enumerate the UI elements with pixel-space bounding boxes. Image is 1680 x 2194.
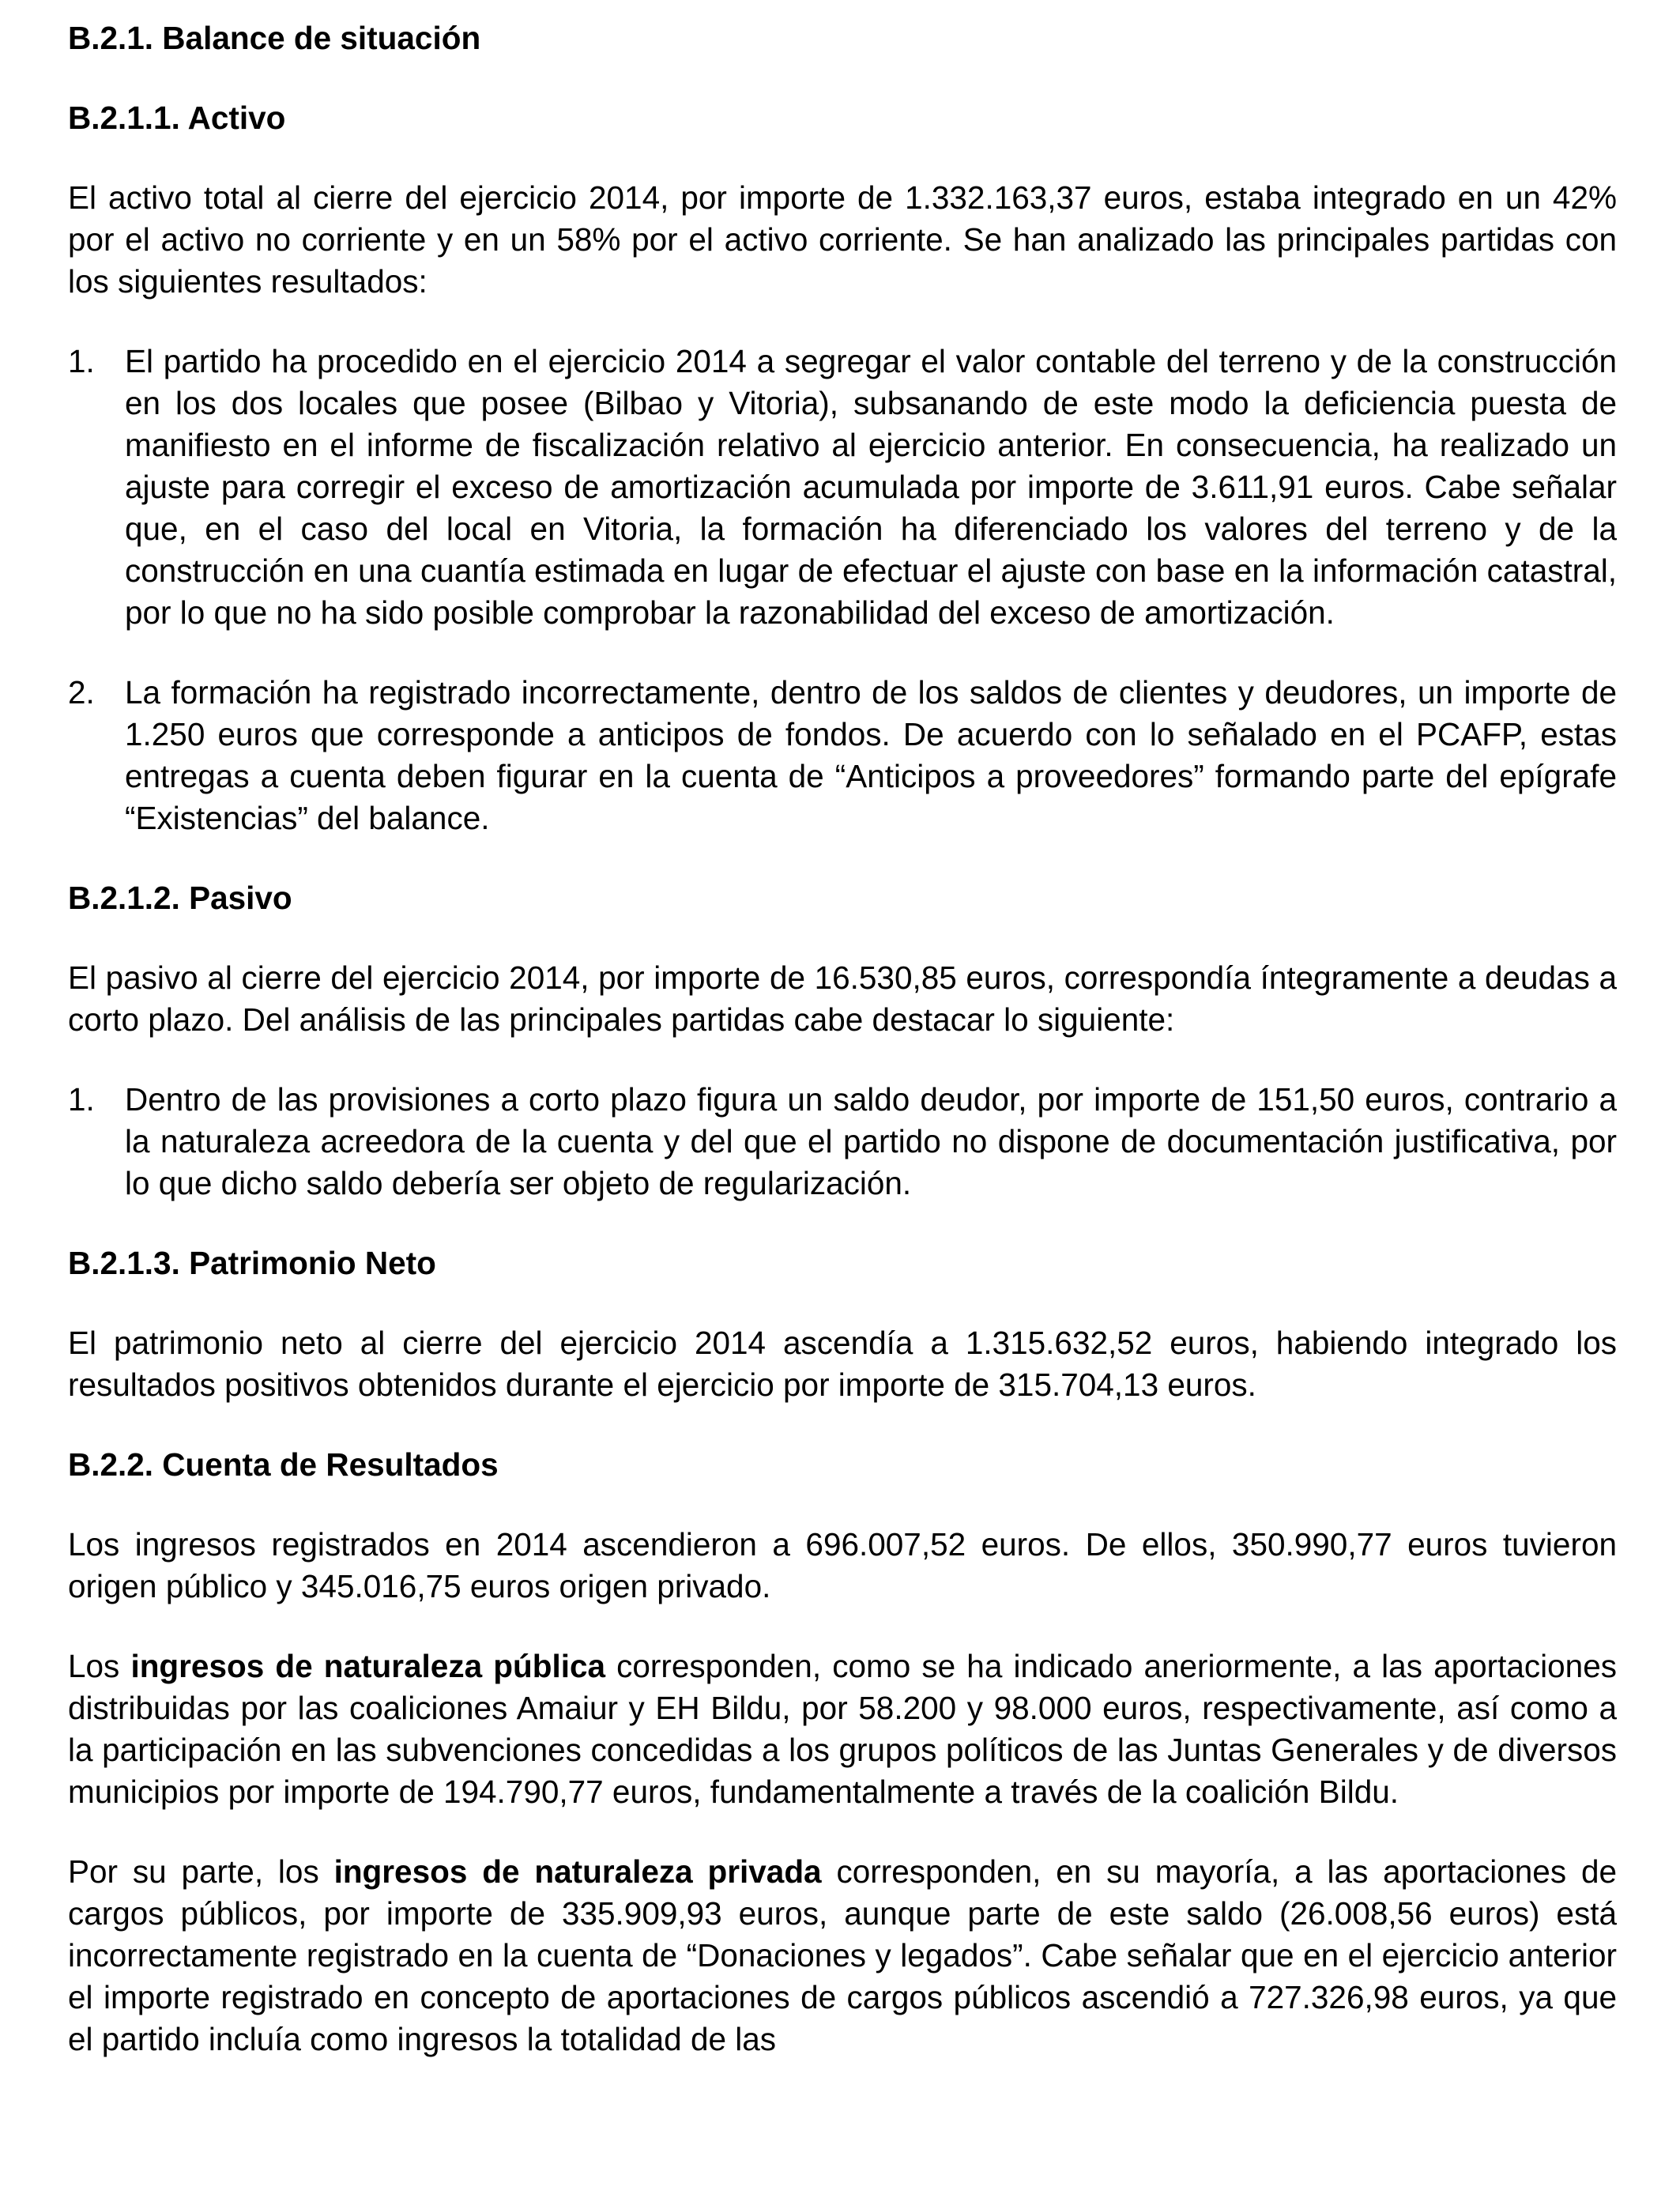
list-text: Dentro de las provisiones a corto plazo figura un saldo deudor, por importe de 151,50 euros, contrario a la naturaleza acreedora de la cuenta y del que el partido no dispone de documentación justificativa, por lo que dicho saldo debería ser objeto de regularización.: [125, 1081, 1617, 1201]
patrimonio-text: El patrimonio neto al cierre del ejercicio 2014 ascendía a 1.315.632,52 euros, habiendo integrado los resultados positivos obtenidos durante el ejercicio por importe de 315.704,13 euros.: [68, 1325, 1617, 1403]
pasivo-list: [68, 1079, 1617, 1204]
list-item: [68, 341, 1617, 634]
pasivo-intro: El pasivo al cierre del ejercicio 2014, por importe de 16.530,85 euros, correspondía íntegramente a deudas a corto plazo. Del análisis de las principales partidas cabe destacar lo siguiente:: [68, 959, 1617, 1038]
heading-pasivo: B.2.1.2. Pasivo: [68, 880, 292, 916]
list-item: [68, 672, 1617, 839]
paragraph-lead: Por su parte, los: [68, 1853, 334, 1890]
heading-resultados: B.2.2. Cuenta de Resultados: [68, 1446, 499, 1483]
list-number: 1.: [68, 343, 95, 379]
paragraph-rest: corresponden, en su mayoría, a las aportaciones de cargos públicos, por importe de 335.909,93 euros, aunque parte de este saldo (26.008,56 euros) está incorrectamente registrado en la cuenta de “Donaciones y legados”. Cabe señalar que en el ejercicio anterior el importe registrado en concepto de aportaciones de cargos públicos ascendió a 727.326,98 euros, ya que el partido incluía como ingresos la totalidad de las: [68, 1853, 1617, 2057]
ingresos-publicos-paragraph: [68, 1646, 1617, 1813]
bold-term: ingresos de naturaleza privada: [333, 1853, 822, 1890]
heading-patrimonio: B.2.1.3. Patrimonio Neto: [68, 1245, 436, 1281]
paragraph-lead: Los: [68, 1648, 131, 1684]
activo-list: [68, 341, 1617, 839]
list-text: El partido ha procedido en el ejercicio 2014 a segregar el valor contable del terreno y de la construcción en los dos locales que posee (Bilbao y Vitoria), subsanando de este modo la deficiencia puesta de manifiesto en el informe de fiscalización relativo al ejercicio anterior. En consecuencia, ha realizado un ajuste para corregir el exceso de amortización acumulada por importe de 3.611,91 euros. Cabe señalar que, en el caso del local en Vitoria, la formación ha diferenciado los valores del terreno y de la construcción en una cuantía estimada en lugar de efectuar el ajuste con base en la información catastral, por lo que no ha sido posible comprobar la razonabilidad del exceso de amortización.: [125, 343, 1617, 631]
bold-term: ingresos de naturaleza pública: [130, 1648, 606, 1684]
heading-activo: B.2.1.1. Activo: [68, 100, 286, 136]
resultados-text: Los ingresos registrados en 2014 ascendieron a 696.007,52 euros. De ellos, 350.990,77 euros tuvieron origen público y 345.016,75 euros origen privado.: [68, 1526, 1617, 1604]
heading-balance: B.2.1. Balance de situación: [68, 20, 481, 56]
document-page: [68, 17, 1617, 2098]
list-number: 1.: [68, 1081, 95, 1118]
list-number: 2.: [68, 674, 95, 711]
list-text: La formación ha registrado incorrectamente, dentro de los saldos de clientes y deudores, un importe de 1.250 euros que corresponde a anticipos de fondos. De acuerdo con lo señalado en el PCAFP, estas entregas a cuenta deben figurar en la cuenta de “Anticipos a proveedores” formando parte del epígrafe “Existencias” del balance.: [125, 674, 1617, 836]
ingresos-privados-paragraph: [68, 1851, 1617, 2060]
paragraph-rest: corresponden, como se ha indicado aneriormente, a las aportaciones distribuidas por las coaliciones Amaiur y EH Bildu, por 58.200 y 98.000 euros, respectivamente, así como a la participación en las subvenciones concedidas a los grupos políticos de las Juntas Generales y de diversos municipios por importe de 194.790,77 euros, fundamentalmente a través de la coalición Bildu.: [68, 1648, 1617, 1810]
list-item: [68, 1079, 1617, 1204]
activo-intro: El activo total al cierre del ejercicio 2014, por importe de 1.332.163,37 euros, estaba integrado en un 42% por el activo no corriente y en un 58% por el activo corriente. Se han analizado las principales partidas con los siguientes resultados:: [68, 179, 1617, 300]
